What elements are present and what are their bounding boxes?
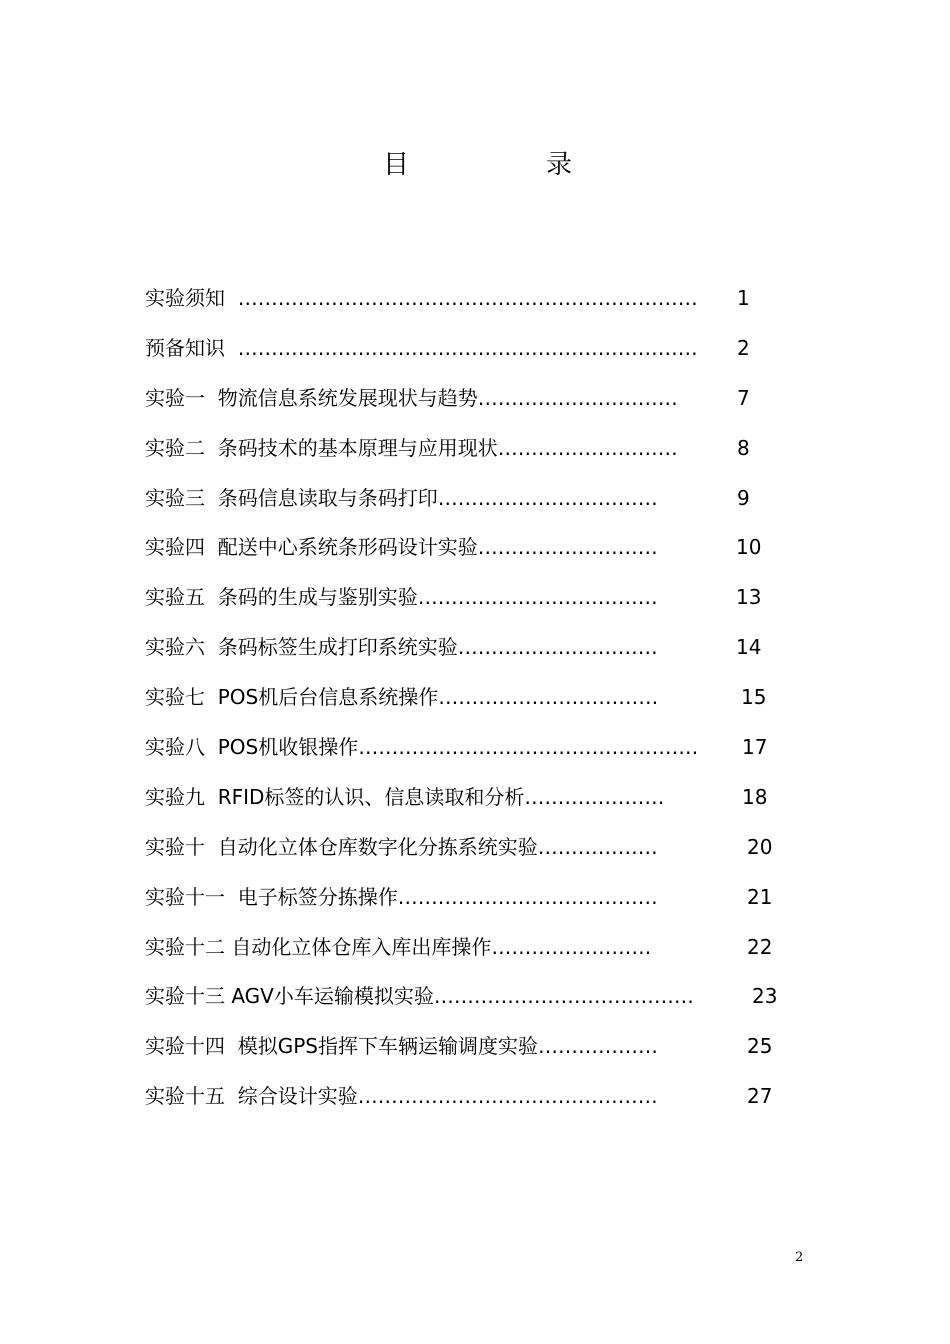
toc-title-char-1: 目 xyxy=(383,150,410,180)
toc-entry-text: 实验十 自动化立体仓库数字化分拣系统实验……………… xyxy=(145,834,658,859)
toc-entry-text: 实验须知 …………………………………………………………… xyxy=(145,286,698,310)
toc-entry-text: 实验四 配送中心系统条形码设计实验……………………… xyxy=(145,535,665,560)
toc-entry xyxy=(145,1030,805,1080)
toc-entry-page: 21 xyxy=(747,884,773,909)
toc-entry-text: 实验十三 AGV小车运输模拟实验………………………………… xyxy=(145,984,694,1009)
toc-entry-page: 18 xyxy=(742,784,768,809)
toc-entry xyxy=(145,282,805,332)
toc-entry-page: 23 xyxy=(752,984,778,1009)
toc-entry-text: 实验十四 模拟GPS指挥下车辆运输调度实验……………… xyxy=(145,1034,658,1059)
toc-title-char-2: 录 xyxy=(546,150,573,180)
toc-entry xyxy=(145,1080,805,1130)
toc-entry xyxy=(145,382,805,432)
toc-entry-page: 15 xyxy=(741,685,767,710)
toc-entry-page: 25 xyxy=(747,1034,773,1059)
toc-entry xyxy=(145,980,805,1030)
toc-entry-page: 14 xyxy=(736,635,762,660)
toc-entry-text: 实验十二 自动化立体仓库入库出库操作…………………… xyxy=(145,934,658,959)
table-of-contents xyxy=(145,282,805,1130)
toc-entry xyxy=(145,581,805,631)
toc-entry-text: 预备知识 …………………………………………………………… xyxy=(145,335,698,360)
toc-entry-text: 实验五 条码的生成与鉴别实验……………………………… xyxy=(145,585,665,610)
toc-entry xyxy=(145,631,805,681)
toc-entry xyxy=(145,881,805,931)
toc-entry-text: 实验十五 综合设计实验……………………………………… xyxy=(145,1084,658,1109)
toc-entry xyxy=(145,531,805,581)
toc-entry-page: 17 xyxy=(742,735,768,760)
toc-title xyxy=(383,148,573,182)
toc-entry-text: 实验七 POS机后台信息系统操作…………………………… xyxy=(145,685,665,710)
toc-entry-page: 27 xyxy=(747,1084,773,1109)
toc-entry-text: 实验一 物流信息系统发展现状与趋势………………………… xyxy=(145,385,685,410)
toc-entry xyxy=(145,731,805,781)
toc-entry-page: 8 xyxy=(737,435,750,460)
toc-entry-page: 22 xyxy=(747,934,773,959)
toc-entry xyxy=(145,432,805,482)
toc-entry xyxy=(145,831,805,881)
toc-entry-page: 9 xyxy=(737,485,750,510)
toc-entry-text: 实验三 条码信息读取与条码打印…………………………… xyxy=(145,485,665,510)
toc-entry-page: 1 xyxy=(737,286,750,310)
toc-entry-text: 实验八 POS机收银操作…………………………………………… xyxy=(145,735,699,760)
toc-entry-text: 实验九 RFID标签的认识、信息读取和分析………………… xyxy=(145,784,671,809)
toc-entry-page: 20 xyxy=(747,834,773,859)
toc-entry xyxy=(145,781,805,831)
toc-entry-page: 7 xyxy=(737,385,750,410)
toc-entry-text: 实验六 条码标签生成打印系统实验………………………… xyxy=(145,635,665,660)
toc-entry-text: 实验十一 电子标签分拣操作………………………………… xyxy=(145,884,658,909)
toc-entry xyxy=(145,681,805,731)
page-number: 2 xyxy=(795,1250,804,1265)
toc-entry xyxy=(145,482,805,532)
toc-entry xyxy=(145,332,805,382)
toc-entry-page: 2 xyxy=(737,335,750,360)
toc-entry-text: 实验二 条码技术的基本原理与应用现状……………………… xyxy=(145,435,685,460)
toc-entry xyxy=(145,931,805,981)
toc-entry-page: 10 xyxy=(736,535,762,560)
toc-entry-page: 13 xyxy=(736,585,762,610)
